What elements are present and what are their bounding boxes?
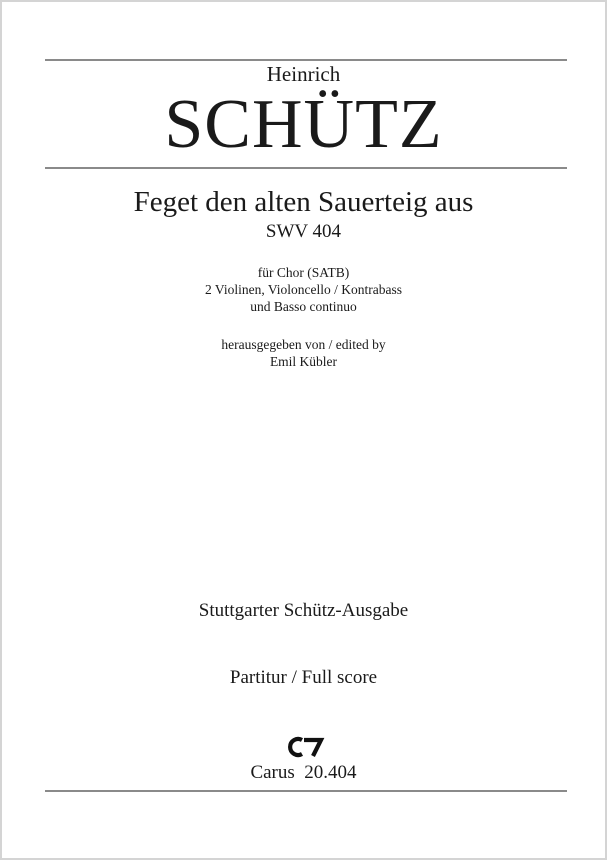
- title-rule: [45, 167, 567, 169]
- score-type: Partitur / Full score: [229, 667, 378, 688]
- instrumentation-line-1: für Chor (SATB): [257, 265, 350, 280]
- carus-logo-icon: [285, 735, 325, 759]
- composer-last-name: SCHÜTZ: [164, 86, 443, 163]
- work-title: Feget den alten Sauerteig aus: [133, 186, 474, 218]
- series-name: Stuttgarter Schütz-Ausgabe: [198, 600, 409, 621]
- instrumentation-line-2: 2 Violinen, Violoncello / Kontrabass: [205, 282, 402, 297]
- editor-label: herausgegeben von / edited by: [221, 337, 386, 352]
- bottom-rule: [45, 790, 567, 792]
- top-rule: [45, 59, 567, 61]
- catalog-entry: SWV 404: [265, 221, 342, 242]
- instrumentation-line-3: und Basso continuo: [250, 299, 357, 314]
- editor-name: Emil Kübler: [269, 354, 338, 369]
- composer-first-name: Heinrich: [266, 62, 341, 86]
- catalog-number: Carus 20.404: [250, 762, 357, 783]
